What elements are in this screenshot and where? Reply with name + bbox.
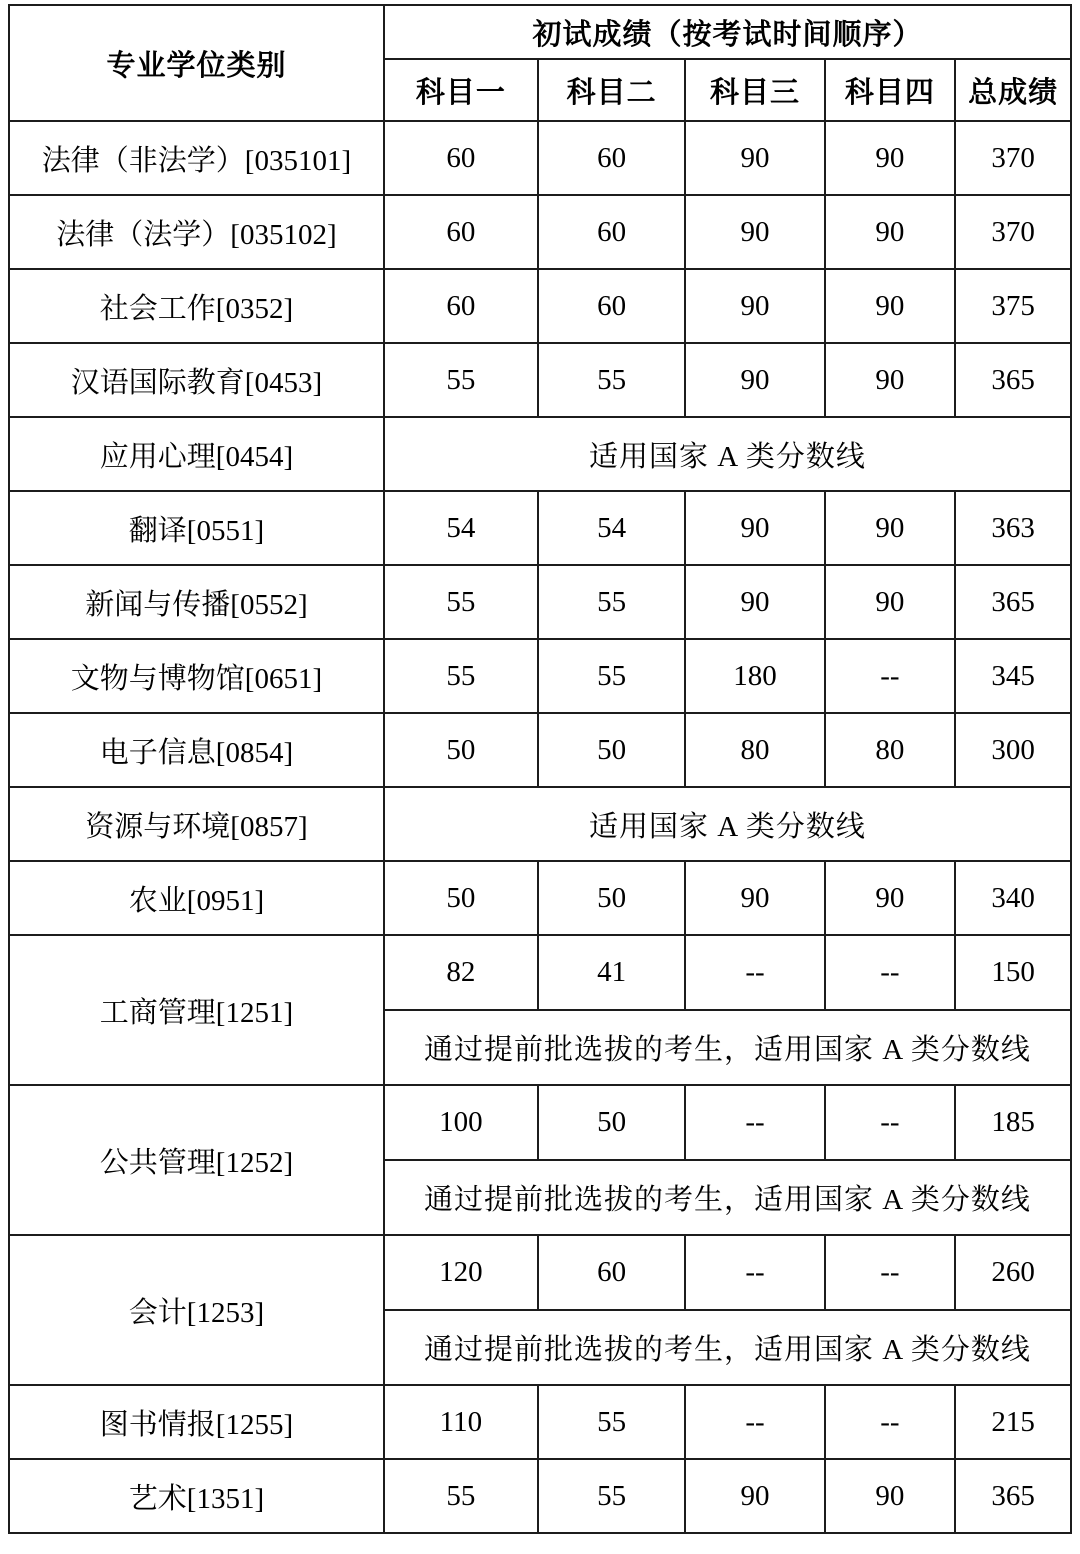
category-cell: 翻译[0551]	[9, 491, 384, 565]
header-subject-3: 科目三	[685, 59, 824, 121]
total-cell: 345	[955, 639, 1071, 713]
score-cell: 120	[384, 1235, 538, 1310]
score-cell: 41	[538, 935, 686, 1010]
note-cell: 适用国家 A 类分数线	[384, 787, 1071, 861]
total-cell: 215	[955, 1385, 1071, 1459]
score-cell: 100	[384, 1085, 538, 1160]
table-body	[9, 121, 1071, 1533]
score-cell: 60	[384, 121, 538, 195]
category-cell: 艺术[1351]	[9, 1459, 384, 1533]
header-subject-2: 科目二	[538, 59, 686, 121]
category-cell: 工商管理[1251]	[9, 935, 384, 1085]
table-row	[9, 1385, 1071, 1459]
table-row	[9, 417, 1071, 491]
score-cell: 60	[384, 269, 538, 343]
score-cell: 90	[685, 121, 824, 195]
table-row	[9, 121, 1071, 195]
score-cell: 80	[685, 713, 824, 787]
score-cell: 90	[685, 491, 824, 565]
score-cell: 50	[538, 1085, 686, 1160]
category-cell: 农业[0951]	[9, 861, 384, 935]
total-cell: 260	[955, 1235, 1071, 1310]
category-cell: 应用心理[0454]	[9, 417, 384, 491]
score-cell: --	[825, 1085, 956, 1160]
score-table	[8, 4, 1072, 1534]
score-cell: 54	[384, 491, 538, 565]
score-cell: --	[685, 1235, 824, 1310]
table-row	[9, 343, 1071, 417]
score-cell: 55	[384, 565, 538, 639]
score-cell: 90	[825, 269, 956, 343]
score-cell: 55	[538, 1385, 686, 1459]
score-cell: 55	[384, 639, 538, 713]
score-cell: 90	[685, 195, 824, 269]
score-cell: --	[825, 639, 956, 713]
total-cell: 300	[955, 713, 1071, 787]
score-cell: 90	[825, 491, 956, 565]
score-cell: 90	[685, 861, 824, 935]
total-cell: 185	[955, 1085, 1071, 1160]
score-cell: 50	[384, 713, 538, 787]
score-cell: 55	[538, 1459, 686, 1533]
total-cell: 365	[955, 1459, 1071, 1533]
category-cell: 文物与博物馆[0651]	[9, 639, 384, 713]
score-cell: 55	[384, 343, 538, 417]
total-cell: 363	[955, 491, 1071, 565]
note-cell: 适用国家 A 类分数线	[384, 417, 1071, 491]
note-cell: 通过提前批选拔的考生，适用国家 A 类分数线	[384, 1010, 1071, 1085]
score-cell: 90	[685, 343, 824, 417]
score-cell: 90	[685, 1459, 824, 1533]
header-total: 总成绩	[955, 59, 1071, 121]
category-cell: 社会工作[0352]	[9, 269, 384, 343]
total-cell: 365	[955, 343, 1071, 417]
score-cell: 60	[538, 121, 686, 195]
category-cell: 法律（法学）[035102]	[9, 195, 384, 269]
total-cell: 370	[955, 121, 1071, 195]
header-subject-4: 科目四	[825, 59, 956, 121]
score-cell: 80	[825, 713, 956, 787]
score-cell: --	[825, 935, 956, 1010]
header-subject-1: 科目一	[384, 59, 538, 121]
header-category: 专业学位类别	[9, 5, 384, 121]
table-row	[9, 565, 1071, 639]
score-cell: 90	[825, 1459, 956, 1533]
score-cell: 90	[685, 269, 824, 343]
score-cell: 90	[825, 565, 956, 639]
category-cell: 汉语国际教育[0453]	[9, 343, 384, 417]
score-cell: 50	[538, 861, 686, 935]
header-score-group: 初试成绩（按考试时间顺序）	[384, 5, 1071, 59]
total-cell: 150	[955, 935, 1071, 1010]
score-cell: 55	[538, 565, 686, 639]
score-cell: 54	[538, 491, 686, 565]
score-cell: 90	[685, 565, 824, 639]
score-cell: 55	[538, 639, 686, 713]
category-cell: 公共管理[1252]	[9, 1085, 384, 1235]
score-cell: 60	[538, 1235, 686, 1310]
note-cell: 通过提前批选拔的考生，适用国家 A 类分数线	[384, 1160, 1071, 1235]
score-cell: 90	[825, 861, 956, 935]
score-cell: 60	[538, 269, 686, 343]
total-cell: 365	[955, 565, 1071, 639]
category-cell: 电子信息[0854]	[9, 713, 384, 787]
score-cell: 110	[384, 1385, 538, 1459]
table-row	[9, 195, 1071, 269]
score-cell: --	[685, 935, 824, 1010]
score-cell: 90	[825, 195, 956, 269]
table-row	[9, 491, 1071, 565]
table-row	[9, 1085, 1071, 1160]
score-cell: 180	[685, 639, 824, 713]
table-row	[9, 1459, 1071, 1533]
table-row	[9, 861, 1071, 935]
total-cell: 370	[955, 195, 1071, 269]
score-cell: 60	[384, 195, 538, 269]
table-row	[9, 935, 1071, 1010]
score-cell: 50	[384, 861, 538, 935]
score-cell: 82	[384, 935, 538, 1010]
category-cell: 图书情报[1255]	[9, 1385, 384, 1459]
table-row	[9, 1235, 1071, 1310]
category-cell: 资源与环境[0857]	[9, 787, 384, 861]
category-cell: 会计[1253]	[9, 1235, 384, 1385]
table-row	[9, 639, 1071, 713]
score-cell: --	[685, 1085, 824, 1160]
score-cell: 50	[538, 713, 686, 787]
score-cell: 55	[384, 1459, 538, 1533]
table-row	[9, 787, 1071, 861]
total-cell: 375	[955, 269, 1071, 343]
score-cell: --	[825, 1235, 956, 1310]
category-cell: 新闻与传播[0552]	[9, 565, 384, 639]
note-cell: 通过提前批选拔的考生，适用国家 A 类分数线	[384, 1310, 1071, 1385]
table-header	[9, 5, 1071, 121]
category-cell: 法律（非法学）[035101]	[9, 121, 384, 195]
score-cell: --	[825, 1385, 956, 1459]
score-cell: 60	[538, 195, 686, 269]
score-cell: --	[685, 1385, 824, 1459]
score-cell: 90	[825, 121, 956, 195]
table-row	[9, 269, 1071, 343]
table-row	[9, 713, 1071, 787]
header-row-group	[9, 5, 1071, 59]
total-cell: 340	[955, 861, 1071, 935]
score-cell: 55	[538, 343, 686, 417]
score-cell: 90	[825, 343, 956, 417]
